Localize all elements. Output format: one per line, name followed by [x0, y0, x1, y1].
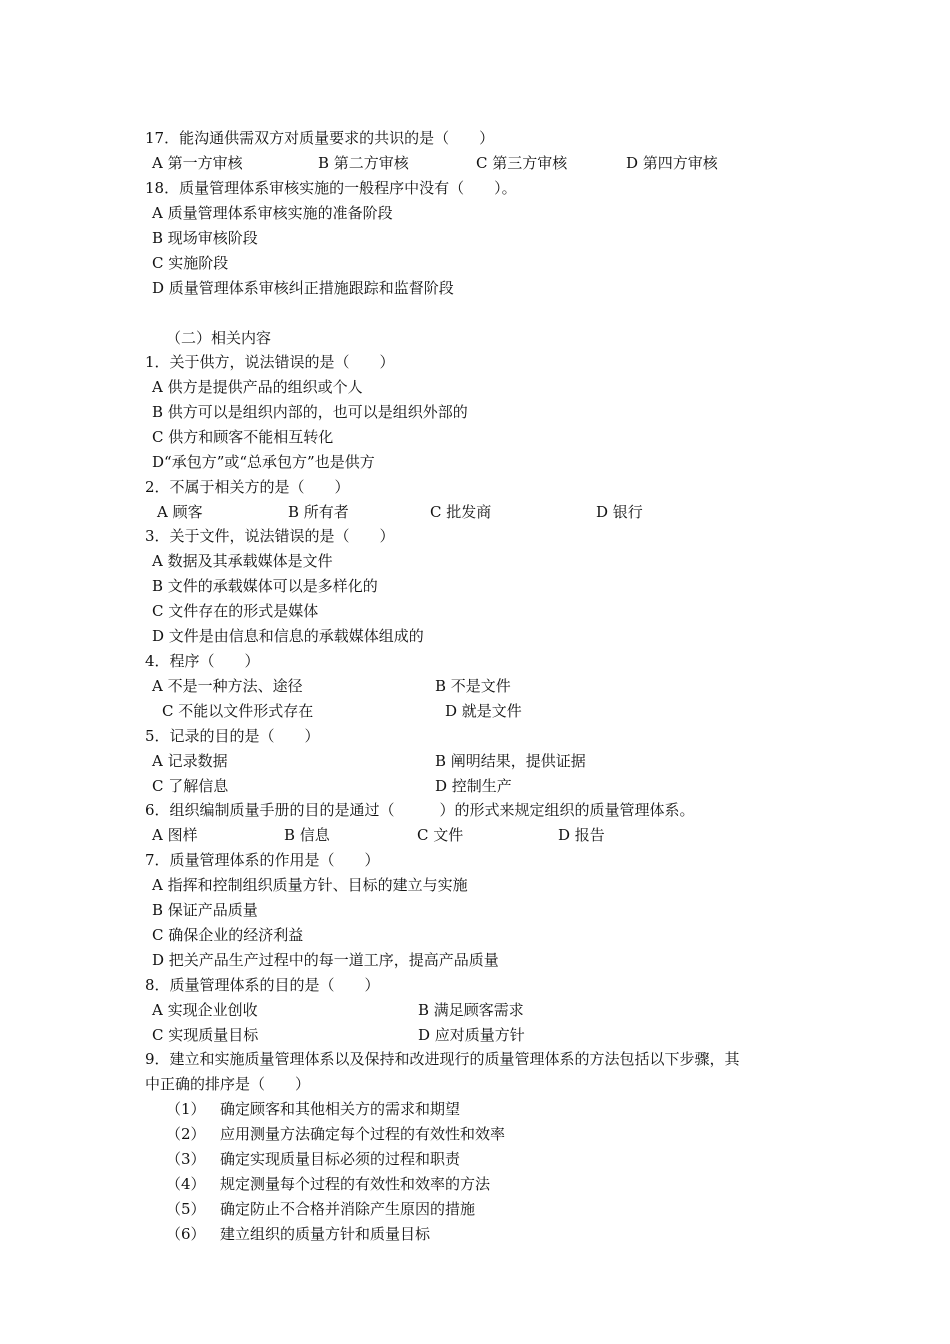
step-text: 确定防止不合格并消除产生原因的措施	[220, 1200, 476, 1218]
section-question-7-option-a: A 指挥和控制组织质量方针、目标的建立与实施	[152, 876, 468, 894]
question-18-option-b: B 现场审核阶段	[152, 229, 258, 247]
section-question-7-option-b: B 保证产品质量	[152, 901, 258, 919]
question-18-option-a: A 质量管理体系审核实施的准备阶段	[152, 204, 393, 222]
section-question-8-stem: 8．质量管理体系的目的是（ ）	[145, 976, 380, 994]
section-question-6-option-d: D 报告	[558, 826, 605, 844]
question-17-option-b: B 第二方审核	[318, 154, 409, 172]
section-question-7-option-c: C 确保企业的经济利益	[152, 926, 304, 944]
section-question-3-stem: 3．关于文件，说法错误的是（ ）	[145, 527, 395, 545]
section-question-5-option-c: C 了解信息	[152, 777, 229, 795]
step-text: 确定顾客和其他相关方的需求和期望	[220, 1100, 461, 1118]
section-question-1-stem: 1．关于供方，说法错误的是（ ）	[145, 353, 395, 371]
section-question-8-option-c: C 实现质量目标	[152, 1026, 259, 1044]
step-text: 应用测量方法确定每个过程的有效性和效率	[220, 1125, 506, 1143]
section-question-2-option-d: D 银行	[596, 503, 643, 521]
step-text: 建立组织的质量方针和质量目标	[220, 1225, 431, 1243]
section-question-8-option-b: B 满足顾客需求	[418, 1001, 524, 1019]
question-18-stem: 18．质量管理体系审核实施的一般程序中没有（ ）。	[145, 179, 517, 197]
section-question-8-option-d: D 应对质量方针	[418, 1026, 525, 1044]
step-text: 确定实现质量目标必须的过程和职责	[220, 1150, 461, 1168]
section-question-4-option-b: B 不是文件	[435, 677, 511, 695]
section-question-9-stem-line-1: 9．建立和实施质量管理体系以及保持和改进现行的质量管理体系的方法包括以下步骤，其	[145, 1050, 740, 1068]
section-question-4-option-a: A 不是一种方法、途径	[152, 677, 303, 695]
section-question-6-option-a: A 图样	[152, 826, 198, 844]
question-18-option-d: D 质量管理体系审核纠正措施跟踪和监督阶段	[152, 279, 454, 297]
question-17-option-a: A 第一方审核	[152, 154, 243, 172]
section-question-7-stem: 7．质量管理体系的作用是（ ）	[145, 851, 380, 869]
section-question-6-stem: 6．组织编制质量手册的目的是通过（ ）的形式来规定组织的质量管理体系。	[145, 801, 695, 819]
section-question-4-stem: 4．程序（ ）	[145, 652, 260, 670]
section-question-3-option-d: D 文件是由信息和信息的承载媒体组成的	[152, 627, 424, 645]
section-title: （二）相关内容	[166, 329, 272, 347]
section-question-5-stem: 5．记录的目的是（ ）	[145, 727, 320, 745]
section-question-2-option-c: C 批发商	[430, 503, 492, 521]
step-number: （4）	[166, 1175, 206, 1193]
section-question-5-option-d: D 控制生产	[435, 777, 512, 795]
question-17-stem: 17．能沟通供需双方对质量要求的共识的是（ ）	[145, 129, 495, 147]
section-question-5-option-a: A 记录数据	[152, 752, 228, 770]
step-number: （3）	[166, 1150, 206, 1168]
step-number: （1）	[166, 1100, 206, 1118]
section-question-3-option-b: B 文件的承载媒体可以是多样化的	[152, 577, 378, 595]
section-question-9-stem-line-2: 中正确的排序是（ ）	[145, 1075, 311, 1093]
question-17-option-c: C 第三方审核	[476, 154, 568, 172]
step-number: （6）	[166, 1225, 206, 1243]
step-number: （5）	[166, 1200, 206, 1218]
section-question-3-option-a: A 数据及其承载媒体是文件	[152, 552, 333, 570]
section-question-4-option-c: C 不能以文件形式存在	[162, 702, 314, 720]
question-17-option-d: D 第四方审核	[626, 154, 718, 172]
section-question-8-option-a: A 实现企业创收	[152, 1001, 258, 1019]
section-question-6-option-c: C 文件	[417, 826, 464, 844]
section-question-2-stem: 2．不属于相关方的是（ ）	[145, 478, 350, 496]
section-question-1-option-b: B 供方可以是组织内部的，也可以是组织外部的	[152, 403, 468, 421]
step-text: 规定测量每个过程的有效性和效率的方法	[220, 1175, 491, 1193]
question-18-option-c: C 实施阶段	[152, 254, 229, 272]
step-number: （2）	[166, 1125, 206, 1143]
section-question-1-option-c: C 供方和顾客不能相互转化	[152, 428, 334, 446]
section-question-6-option-b: B 信息	[284, 826, 330, 844]
section-question-4-option-d: D 就是文件	[445, 702, 522, 720]
section-question-2-option-a: A 顾客	[157, 503, 203, 521]
section-question-5-option-b: B 阐明结果，提供证据	[435, 752, 586, 770]
section-question-7-option-d: D 把关产品生产过程中的每一道工序，提高产品质量	[152, 951, 499, 969]
section-question-3-option-c: C 文件存在的形式是媒体	[152, 602, 319, 620]
section-question-1-option-a: A 供方是提供产品的组织或个人	[152, 378, 363, 396]
section-question-1-option-d: D“承包方”或“总承包方”也是供方	[152, 453, 375, 471]
section-question-2-option-b: B 所有者	[288, 503, 349, 521]
